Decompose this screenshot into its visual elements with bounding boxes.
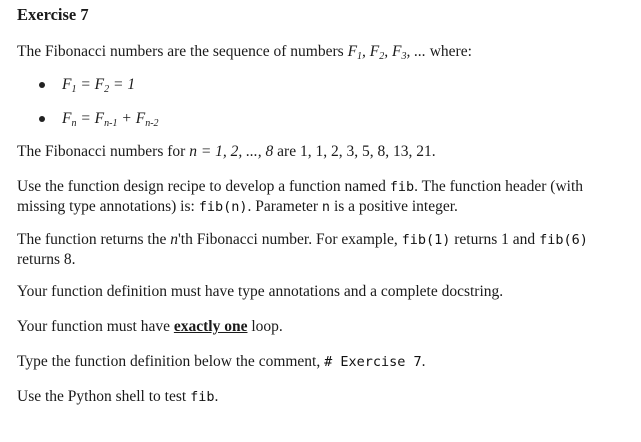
code-fib-6: fib(6) bbox=[539, 232, 588, 248]
comment-paragraph: Type the function definition below the comment, # Exercise 7. bbox=[17, 353, 426, 370]
recipe-paragraph: Use the function design recipe to develop a function named fib. The function header (with missing type annotations) is: fib(n). Parameter n is a positive integer. bbox=[17, 178, 584, 215]
sequence-expr: $F_1$, $F_2$, $F_3$, ... bbox=[347, 43, 426, 62]
fib-definition-list bbox=[17, 75, 617, 129]
bullet-icon bbox=[39, 82, 45, 88]
code-fib-n: fib(n) bbox=[198, 199, 248, 215]
code-fib-shell: fib bbox=[190, 389, 215, 405]
code-comment: # Exercise 7 bbox=[324, 354, 422, 370]
list-item bbox=[17, 109, 617, 129]
fib-values-paragraph: The Fibonacci numbers for n = 1, 2, ..., 8 are 1, 1, 2, 3, 5, 8, 13, 21. bbox=[17, 143, 436, 160]
base-case-expr: $F_1 = F_2 = 1$ bbox=[62, 76, 136, 95]
annotations-paragraph: Your function definition must have type annotations and a complete docstring. bbox=[17, 283, 504, 300]
code-fib: fib bbox=[389, 179, 415, 195]
exercise-title: Exercise 7 bbox=[17, 5, 89, 24]
shell-paragraph: Use the Python shell to test fib. bbox=[17, 388, 219, 405]
list-item bbox=[17, 75, 617, 95]
intro-paragraph: The Fibonacci numbers are the sequence of numbers $F_1$, $F_2$, $F_3$, ... where: bbox=[17, 43, 472, 62]
recurrence-expr: $F_n = F_{n-1} + F_{n-2}$ bbox=[62, 110, 159, 129]
loop-paragraph: Your function must have exactly one loop. bbox=[17, 318, 283, 335]
code-fib-1: fib(1) bbox=[401, 232, 451, 248]
returns-paragraph: The function returns the n'th Fibonacci number. For example, fib(1) returns 1 and fib(6) returns 8. bbox=[17, 231, 588, 268]
exactly-one-emphasis: exactly one bbox=[173, 318, 248, 335]
bullet-icon bbox=[39, 116, 45, 122]
code-n: n bbox=[321, 199, 331, 215]
